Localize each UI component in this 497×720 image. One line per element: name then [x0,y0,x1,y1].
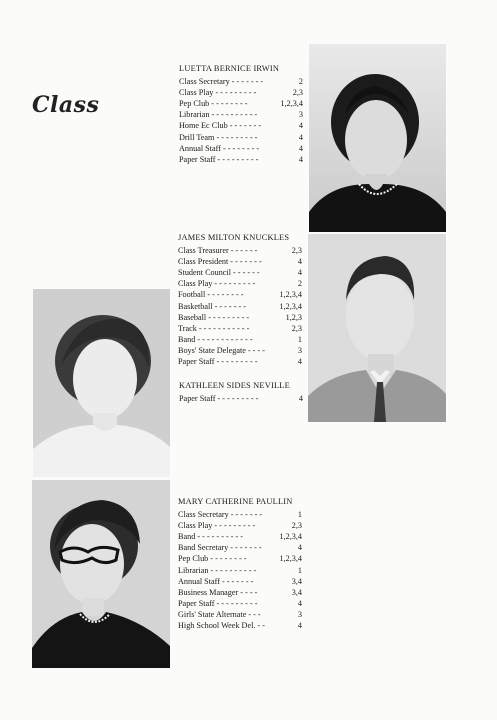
activity-row [178,356,302,367]
activity-row [178,345,302,356]
activity-label: High School Week Del. - - [178,621,265,631]
photo-neville [33,289,170,477]
activity-label: Track - - - - - - - - - - - [178,323,250,333]
activity-years: 3,4 [291,587,302,597]
activity-years: 1,2,3,4 [279,554,302,564]
activity-row [179,132,303,143]
activity-years: 4 [298,394,303,404]
activity-row [178,520,302,531]
activity-label: Home Ec Club - - - - - - - [179,121,262,131]
activity-row [178,312,302,323]
activity-years: 3 [298,110,303,120]
activity-label: Pep Club - - - - - - - - [178,554,247,564]
activity-years: 4 [297,543,302,553]
activity-row [179,120,303,131]
activity-row [178,301,302,312]
student-entry-paullin [178,496,302,631]
activity-row [178,576,302,587]
activity-years: 4 [298,154,303,164]
activity-label: Band Secretary - - - - - - - [178,543,262,553]
activity-label: Student Council - - - - - - [178,268,260,278]
activity-label: Football - - - - - - - - [178,290,244,300]
student-name: LUETTA BERNICE IRWIN [179,64,280,73]
activity-row [178,278,302,289]
class-heading: Class [32,92,100,118]
photo-knuckles [308,234,446,422]
activity-years: 1,2,3,4 [280,99,303,109]
activity-label: Class President - - - - - - - [178,257,262,267]
activity-row [178,531,302,542]
activity-label: Annual Staff - - - - - - - - [179,143,260,153]
activity-row [178,256,302,267]
activity-label: Class Secretary - - - - - - - [178,510,263,520]
portrait-irwin-image [309,44,446,232]
activity-years: 1,2,3 [285,312,302,322]
activity-row [178,334,302,345]
activity-years: 2 [298,77,303,87]
activity-years: 1 [297,510,302,520]
student-entry-neville [179,380,303,404]
student-entry-knuckles [178,232,302,367]
activity-label: Class Play - - - - - - - - - [178,521,256,531]
activity-years: 4 [298,121,303,131]
activity-row [179,109,303,120]
activity-years: 4 [297,621,302,631]
student-name: JAMES MILTON KNUCKLES [178,233,290,242]
activity-row [179,87,303,98]
activity-years: 4 [297,268,302,278]
activity-years: 2,3 [291,246,302,256]
activity-years: 3,4 [291,576,302,586]
activity-label: Band - - - - - - - - - - [178,532,244,542]
activity-years: 1,2,3,4 [279,532,302,542]
activity-row [178,289,302,300]
activity-label: Class Treasurer - - - - - - [178,246,258,256]
student-name: KATHLEEN SIDES NEVILLE [179,381,290,390]
activity-label: Paper Staff - - - - - - - - - [178,357,258,367]
activity-years: 1 [297,565,302,575]
portrait-neville-image [33,289,170,477]
activity-label: Annual Staff - - - - - - - [178,576,254,586]
activity-label: Girls' State Alternate - - - [178,609,261,619]
activity-years: 4 [297,257,302,267]
activity-years: 1 [297,334,302,344]
activity-years: 4 [298,132,303,142]
activity-label: Paper Staff - - - - - - - - - [179,154,259,164]
activity-years: 1,2,3,4 [279,301,302,311]
activity-label: Class Play - - - - - - - - - [178,279,256,289]
activity-years: 4 [297,598,302,608]
activity-label: Baseball - - - - - - - - - [178,312,250,322]
activity-label: Drill Team - - - - - - - - - [179,132,258,142]
activity-row [179,154,303,165]
activity-years: 4 [298,143,303,153]
activity-row [178,542,302,553]
activity-row [178,587,302,598]
student-entry-irwin [179,63,303,165]
activity-row [178,245,302,256]
student-name: MARY CATHERINE PAULLIN [178,497,293,506]
activity-label: Librarian - - - - - - - - - - [179,110,258,120]
activity-label: Paper Staff - - - - - - - - - [178,598,258,608]
activity-row [178,267,302,278]
activity-row [178,609,302,620]
activity-row [179,98,303,109]
activity-label: Class Secretary - - - - - - - [179,77,264,87]
activity-row [179,143,303,154]
activity-years: 2,3 [292,88,303,98]
activity-label: Paper Staff - - - - - - - - - [179,394,259,404]
activity-row [178,598,302,609]
activity-label: Band - - - - - - - - - - - - [178,334,253,344]
portrait-paullin-image [32,480,170,668]
activity-years: 1,2,3,4 [279,290,302,300]
activity-row [178,323,302,334]
activity-years: 4 [297,357,302,367]
portrait-knuckles-image [308,234,446,422]
photo-irwin [309,44,446,232]
activity-row [178,565,302,576]
activity-row [178,553,302,564]
photo-paullin [32,480,170,668]
activity-label: Pep Club - - - - - - - - [179,99,248,109]
activity-row [179,393,303,404]
activity-years: 2 [297,279,302,289]
activity-years: 2,3 [291,323,302,333]
activity-label: Business Manager - - - - [178,587,258,597]
activity-years: 2,3 [291,521,302,531]
activity-label: Librarian - - - - - - - - - - [178,565,257,575]
activity-row [178,509,302,520]
activity-years: 3 [297,345,302,355]
activity-label: Boys' State Delegate - - - - [178,345,265,355]
activity-row [178,620,302,631]
activity-label: Class Play - - - - - - - - - [179,88,257,98]
activity-row [179,76,303,87]
activity-years: 3 [297,609,302,619]
activity-label: Basketball - - - - - - - [178,301,246,311]
